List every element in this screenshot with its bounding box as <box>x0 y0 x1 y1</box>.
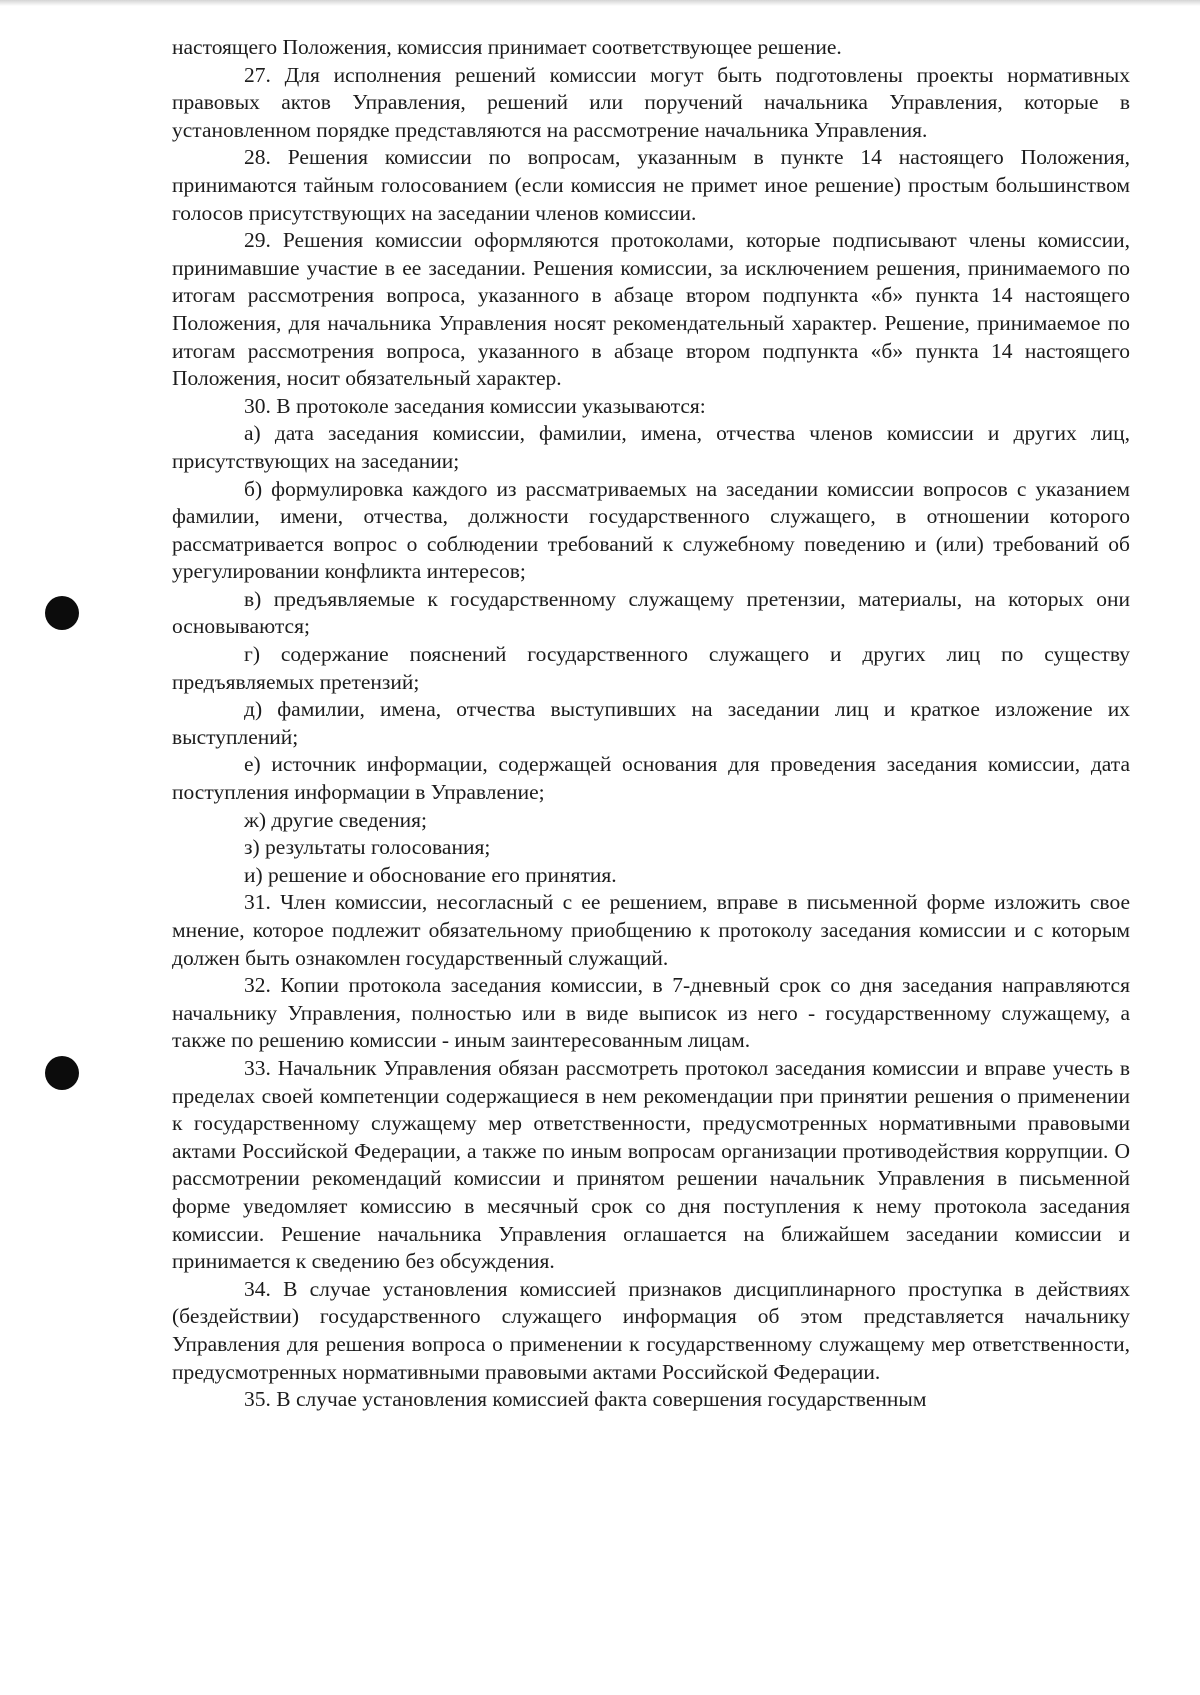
list-item-e: е) источник информации, содержащей основания для проведения заседания комиссии, дата поступления информации в Управление; <box>172 752 1130 805</box>
paragraph-31: 31. Член комиссии, несогласный с ее решением, вправе в письменной форме изложить свое мнение, которое подлежит обязательному приобщению к протоколу заседания комиссии и с которым должен быть ознакомлен государственный служащий. <box>172 890 1130 970</box>
paragraph-34: 34. В случае установления комиссией признаков дисциплинарного проступка в действиях (бездействии) государственного служащего информация об этом представляется начальнику Управления для решения вопроса о применении к государственному служащему мер ответственности, предусмотренных нормативными правовыми актами Российской Федерации. <box>172 1276 1130 1384</box>
paragraph-35: 35. В случае установления комиссией факта совершения государственным <box>244 1387 927 1412</box>
punch-hole <box>45 596 79 630</box>
list-item-z: з) результаты голосования; <box>244 835 491 860</box>
paragraph-27: 27. Для исполнения решений комиссии могут быть подготовлены проекты нормативных правовых актов Управления, решений или поручений начальника Управления, которые в установленном порядке представляются на рассмотрение начальника Управления. <box>172 62 1130 142</box>
paragraph-30: 30. В протоколе заседания комиссии указываются: <box>244 393 706 418</box>
paragraph-29: 29. Решения комиссии оформляются протоколами, которые подписывают члены комиссии, принимавшие участие в ее заседании. Решения комиссии, за исключением решения, принимаемого по итогам рассмотрения вопроса, указанного в абзаце втором подпункта «б» пункта 14 настоящего Положения, для начальника Управления носят рекомендательный характер. Решение, принимаемое по итогам рассмотрения вопроса, указанного в абзаце втором подпункта «б» пункта 14 настоящего Положения, носит обязательный характер. <box>172 228 1130 391</box>
list-item-a: а) дата заседания комиссии, фамилии, имена, отчества членов комиссии и других лиц, присутствующих на заседании; <box>172 421 1130 473</box>
paragraph-32: 32. Копии протокола заседания комиссии, в 7-дневный срок со дня заседания направляются начальнику Управления, полностью или в виде выписок из него - государственному служащему, а также по решению комиссии - иным заинтересованным лицам. <box>172 973 1130 1053</box>
paragraph-28: 28. Решения комиссии по вопросам, указанным в пункте 14 настоящего Положения, принимаются тайным голосованием (если комиссия не примет иное решение) простым большинством голосов присутствующих на заседании членов комиссии. <box>172 145 1130 225</box>
list-item-v: в) предъявляемые к государственному служащему претензии, материалы, на которых они основываются; <box>172 586 1130 639</box>
list-item-g: г) содержание пояснений государственного служащего и других лиц по существу предъявляемых претензий; <box>172 642 1130 694</box>
punch-hole <box>45 1056 79 1090</box>
paragraph-continuation: настоящего Положения, комиссия принимает соответствующее решение. <box>172 35 842 59</box>
list-item-d: д) фамилии, имена, отчества выступивших на заседании лиц и краткое изложение их выступлений; <box>172 697 1130 749</box>
scan-top-edge <box>0 0 1200 6</box>
list-item-i: и) решение и обоснование его принятия. <box>244 862 617 887</box>
list-item-b: б) формулировка каждого из рассматриваемых на заседании комиссии вопросов с указанием фамилии, имени, отчества, должности государственного служащего, в отношении которого рассматривается вопрос о соблюдении требований к служебному поведению и (или) требований об урегулировании конфликта интересов; <box>172 476 1130 584</box>
document-page <box>172 34 1130 1414</box>
list-item-zh: ж) другие сведения; <box>244 807 427 832</box>
paragraph-33: 33. Начальник Управления обязан рассмотреть протокол заседания комиссии и вправе учесть в пределах своей компетенции содержащиеся в нем рекомендации при принятии решения о применении к государственному служащему мер ответственности, предусмотренных нормативными правовыми актами Российской Федерации, а также по иным вопросам организации противодействия коррупции. О рассмотрении рекомендаций комиссии и принятом решении начальник Управления в письменной форме уведомляет комиссию в месячный срок со дня поступления к нему протокола заседания комиссии. Решение начальника Управления оглашается на ближайшем заседании комиссии и принимается к сведению без обсуждения. <box>172 1055 1130 1274</box>
